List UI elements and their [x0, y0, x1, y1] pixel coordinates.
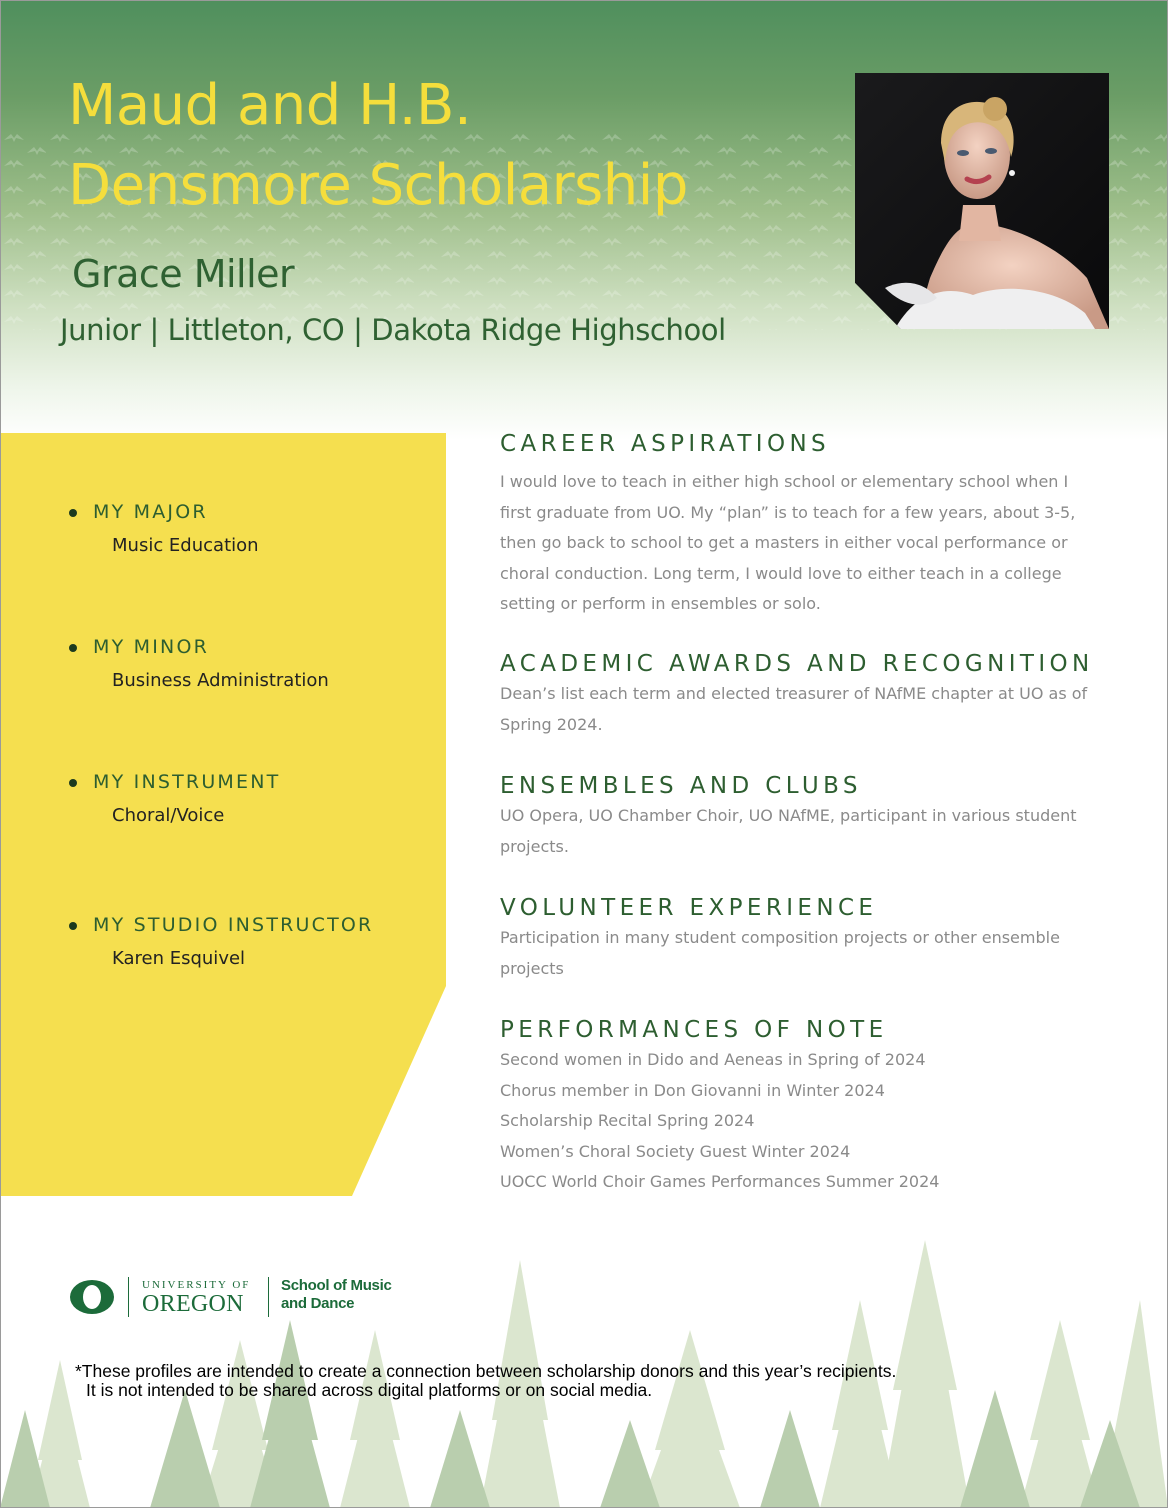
info-label: MY MINOR: [68, 636, 329, 658]
list-item: Second women in Dido and Aeneas in Spring of 2024: [500, 1050, 926, 1069]
section-heading: CAREER ASPIRATIONS: [500, 431, 831, 457]
title-line-1: Maud and H.B.: [68, 73, 472, 138]
uo-school-of-music-logo: [68, 1277, 408, 1317]
section-volunteer-experience: [500, 895, 1100, 984]
section-heading: ACADEMIC AWARDS AND RECOGNITION: [500, 651, 1094, 677]
list-item: Chorus member in Don Giovanni in Winter 2024: [500, 1080, 885, 1100]
info-label: MY MAJOR: [68, 501, 259, 523]
disclaimer-note: [75, 1362, 1025, 1400]
student-portrait: [855, 73, 1109, 329]
info-value: Karen Esquivel: [112, 948, 246, 969]
section-body: [500, 801, 1100, 862]
body-line: setting or perform in ensembles or solo.: [500, 594, 821, 613]
section-ensembles-clubs: [500, 773, 1100, 862]
body-line: then go back to school to get a masters in either vocal performance or: [500, 533, 1068, 552]
body-line: first graduate from UO. My “plan” is to teach for a few years, about 3-5,: [500, 502, 1076, 522]
uo-o-icon: [68, 1278, 116, 1316]
student-name: Grace Miller: [72, 252, 295, 296]
university-small-text: UNIVERSITY OF: [142, 1279, 251, 1291]
info-minor: [68, 636, 329, 691]
info-value: Choral/Voice: [112, 805, 225, 826]
section-body: [500, 467, 1100, 620]
section-academic-awards: [500, 651, 1100, 740]
section-body: [500, 679, 1100, 740]
disclaimer-line-1: *These profiles are intended to create a connection between scholarship donors and this year’s recipients.: [75, 1361, 897, 1381]
body-line: choral conduction. Long term, I would love to either teach in a college: [500, 563, 1062, 583]
disclaimer-line-2: It is not intended to be shared across digital platforms or on social media.: [86, 1380, 653, 1400]
info-value: Music Education: [112, 535, 259, 556]
section-heading: VOLUNTEER EXPERIENCE: [500, 895, 878, 921]
performance-list: [500, 1045, 1100, 1198]
school-line-2: and Dance: [281, 1295, 355, 1312]
list-item: Scholarship Recital Spring 2024: [500, 1111, 755, 1130]
university-big-text: OREGON: [142, 1291, 244, 1317]
scholarship-title: [68, 66, 688, 226]
info-label: MY STUDIO INSTRUCTOR: [68, 914, 373, 936]
body-line: Dean’s list each term and elected treasurer of NAfME chapter at UO as of: [500, 684, 1088, 703]
body-line: UO Opera, UO Chamber Choir, UO NAfME, participant in various student: [500, 806, 1077, 825]
section-body: [500, 923, 1100, 984]
student-meta: Junior | Littleton, CO | Dakota Ridge Highschool: [60, 313, 726, 347]
info-value: Business Administration: [112, 670, 329, 691]
school-line-1: School of Music: [281, 1277, 392, 1294]
school-wordmark: [268, 1277, 392, 1317]
body-line: I would love to teach in either high school or elementary school when I: [500, 472, 1069, 491]
title-line-2: Densmore Scholarship: [68, 153, 688, 218]
section-heading: PERFORMANCES OF NOTE: [500, 1017, 888, 1043]
body-line: Participation in many student composition projects or other ensemble: [500, 928, 1060, 947]
info-instrument: [68, 771, 280, 826]
body-line: projects: [500, 958, 564, 978]
info-label: MY INSTRUMENT: [68, 771, 280, 793]
section-heading: ENSEMBLES AND CLUBS: [500, 773, 862, 799]
body-line: projects.: [500, 836, 569, 856]
list-item: Women’s Choral Society Guest Winter 2024: [500, 1141, 851, 1161]
info-major: [68, 501, 259, 556]
list-item: UOCC World Choir Games Performances Summer 2024: [500, 1172, 940, 1191]
info-studio-instructor: [68, 914, 373, 969]
body-line: Spring 2024.: [500, 714, 603, 734]
section-career-aspirations: [500, 431, 1100, 620]
section-performances-of-note: [500, 1017, 1100, 1198]
